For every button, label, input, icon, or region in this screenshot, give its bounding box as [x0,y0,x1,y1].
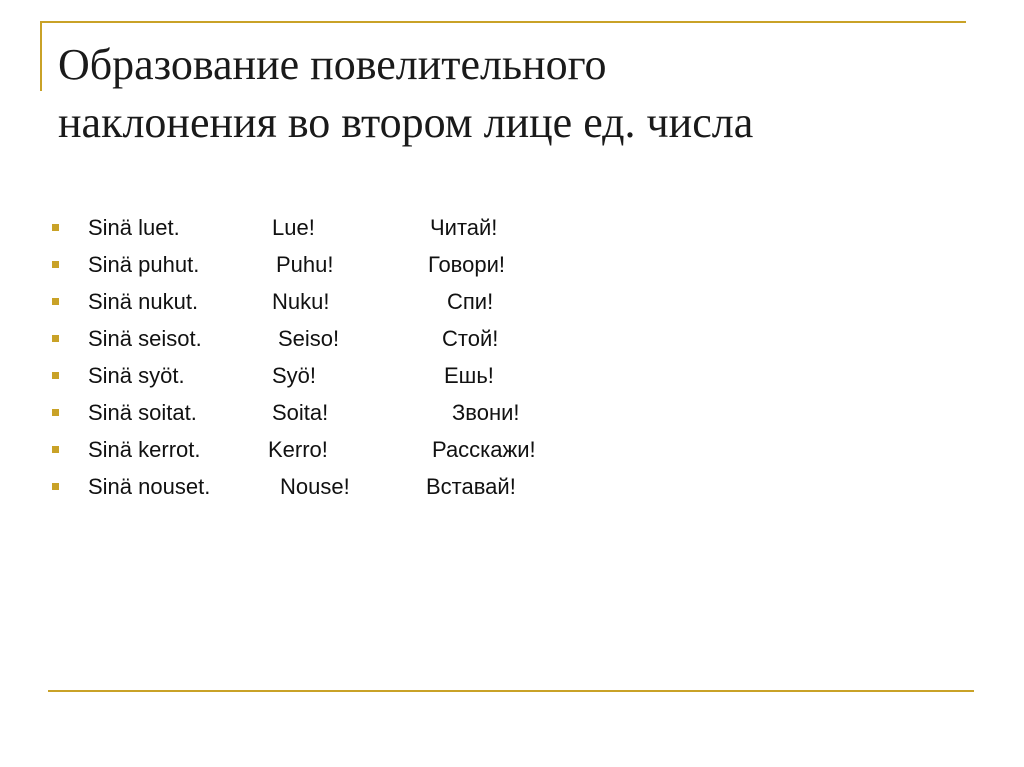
statement-text: Sinä puhut. [88,252,200,277]
statement-text: Sinä kerrot. [88,437,201,462]
square-bullet-icon [52,261,59,268]
list-item [0,287,700,317]
translation-text: Ешь! [444,363,494,388]
list-item [0,324,700,354]
bottom-divider-line [48,690,974,692]
translation-text: Спи! [447,289,494,314]
translation-text: Стой! [442,326,499,351]
list-item [0,398,700,428]
translation-text: Читай! [430,215,498,240]
imperative-text: Seiso! [278,326,340,351]
translation-text: Говори! [428,252,505,277]
square-bullet-icon [52,335,59,342]
title-line-1: Образование повелительного [58,40,607,89]
square-bullet-icon [52,446,59,453]
list-item [0,435,700,465]
translation-text: Вставай! [426,474,516,499]
imperative-text: Puhu! [276,252,334,277]
statement-text: Sinä seisot. [88,326,202,351]
statement-text: Sinä syöt. [88,363,185,388]
square-bullet-icon [52,409,59,416]
list-item [0,250,700,280]
square-bullet-icon [52,372,59,379]
imperative-text: Lue! [272,215,315,240]
imperative-text: Nouse! [280,474,350,499]
imperative-text: Kerro! [268,437,328,462]
translation-text: Звони! [452,400,520,425]
imperative-text: Soita! [272,400,329,425]
square-bullet-icon [52,298,59,305]
translation-text: Расскажи! [432,437,536,462]
list-item [0,472,700,502]
statement-text: Sinä nouset. [88,474,211,499]
imperative-text: Nuku! [272,289,330,314]
list-item [0,361,700,391]
title-line-2: наклонения во втором лице ед. числа [58,98,754,147]
square-bullet-icon [52,483,59,490]
statement-text: Sinä soitat. [88,400,197,425]
statement-text: Sinä luet. [88,215,180,240]
statement-text: Sinä nukut. [88,289,199,314]
list-item [0,213,700,243]
square-bullet-icon [52,224,59,231]
imperative-text: Syö! [272,363,317,388]
